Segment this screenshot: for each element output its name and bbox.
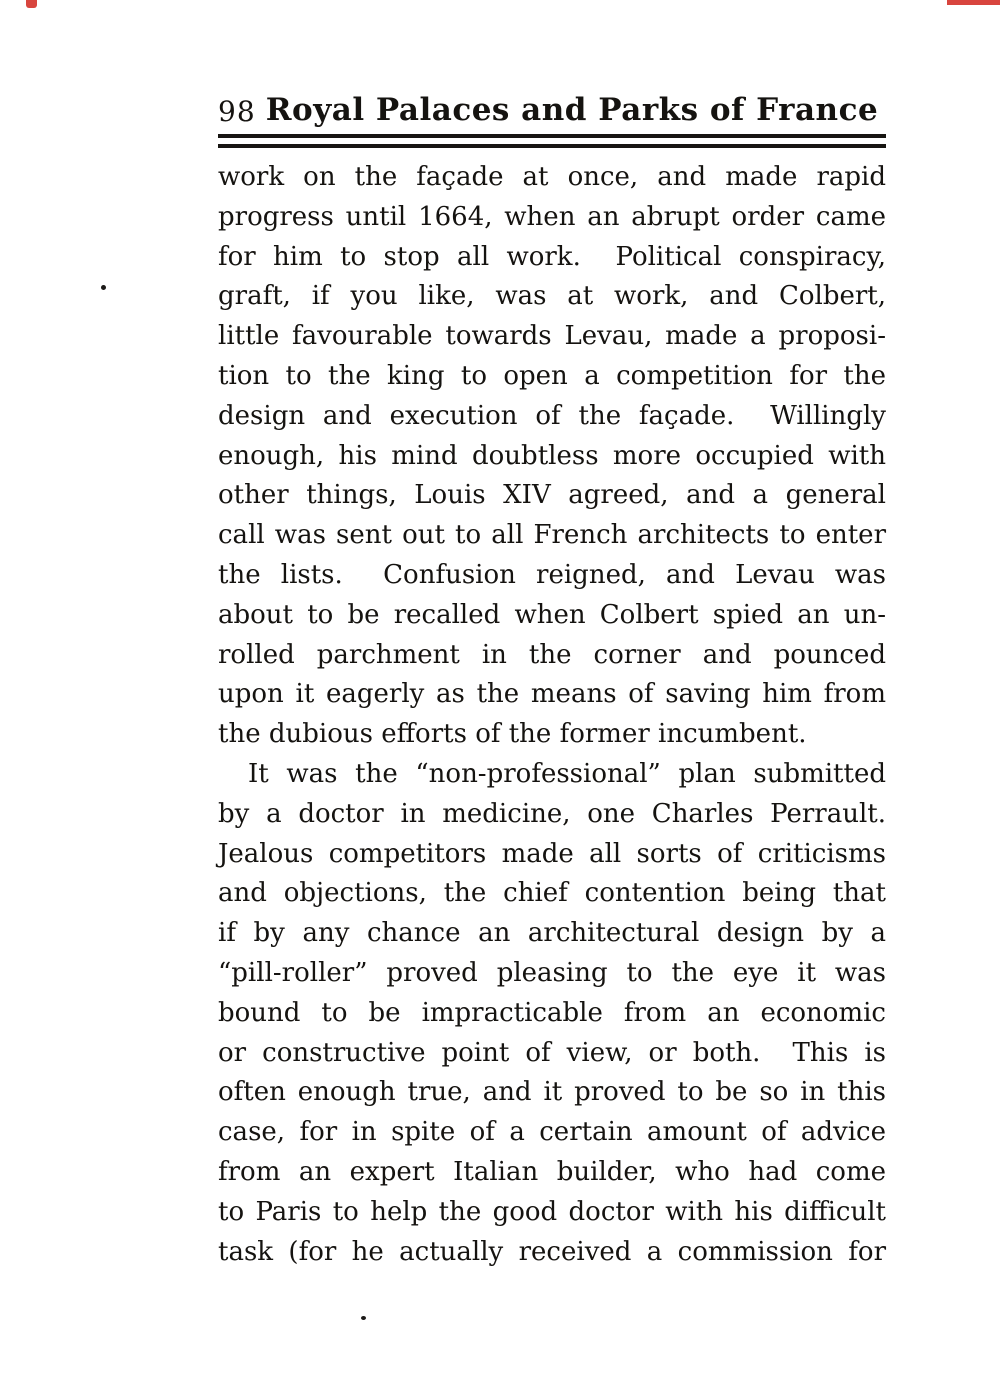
text-line: to Paris to help the good doctor with his difficult — [218, 1196, 886, 1227]
text-line: enough, his mind doubtless more occupied with — [218, 440, 886, 471]
text-line: for him to stop all work. Political conspiracy, — [218, 241, 886, 272]
text-line: work on the façade at once, and made rapid — [218, 162, 886, 192]
scan-artifact-left — [26, 0, 37, 8]
text-line: progress until 1664, when an abrupt order came — [218, 201, 886, 232]
text-line: bound to be impracticable from an economic — [218, 997, 886, 1028]
scan-speck — [361, 1316, 366, 1320]
running-head — [218, 92, 886, 130]
text-line: other things, Louis XIV agreed, and a general — [218, 480, 886, 511]
text-line: by a doctor in medicine, one Charles Perrault. — [218, 798, 886, 829]
text-line: “pill-roller” proved pleasing to the eye it was — [218, 957, 886, 988]
text-line: about to be recalled when Colbert spied an un- — [218, 599, 886, 630]
text-line: tion to the king to open a competition for the — [218, 360, 886, 391]
text-line: rolled parchment in the corner and pounced — [218, 639, 886, 670]
text-line: the lists. Confusion reigned, and Levau was — [218, 559, 886, 590]
text-line: case, for in spite of a certain amount of advice — [218, 1117, 886, 1148]
text-line: Jealous competitors made all sorts of criticisms — [218, 838, 886, 869]
scan-artifact-right — [947, 0, 1000, 5]
text-line: little favourable towards Levau, made a proposi- — [218, 321, 886, 352]
text-line: call was sent out to all French architects to enter — [218, 520, 886, 551]
text-line: design and execution of the façade. Willingly — [218, 400, 886, 431]
text-line: often enough true, and it proved to be so in this — [218, 1077, 886, 1108]
text-line: or constructive point of view, or both. This is — [218, 1037, 886, 1068]
text-line: the dubious efforts of the former incumbent. — [218, 719, 807, 750]
text-line: from an expert Italian builder, who had come — [218, 1156, 886, 1187]
page-number: 98 — [218, 95, 256, 128]
text-line: task (for he actually received a commission for — [218, 1236, 886, 1267]
text-line: graft, if you like, was at work, and Colbert, — [218, 281, 886, 312]
text-line: It was the “non-professional” plan submitted — [248, 758, 886, 789]
text-line: if by any chance an architectural design by a — [218, 918, 886, 949]
scan-speck — [101, 285, 106, 290]
header-double-rule — [218, 134, 886, 148]
body-text — [218, 158, 886, 1272]
text-line: and objections, the chief contention being that — [218, 878, 886, 909]
text-line: upon it eagerly as the means of saving him from — [218, 679, 886, 710]
running-head-title: Royal Palaces and Parks of France — [265, 92, 879, 128]
